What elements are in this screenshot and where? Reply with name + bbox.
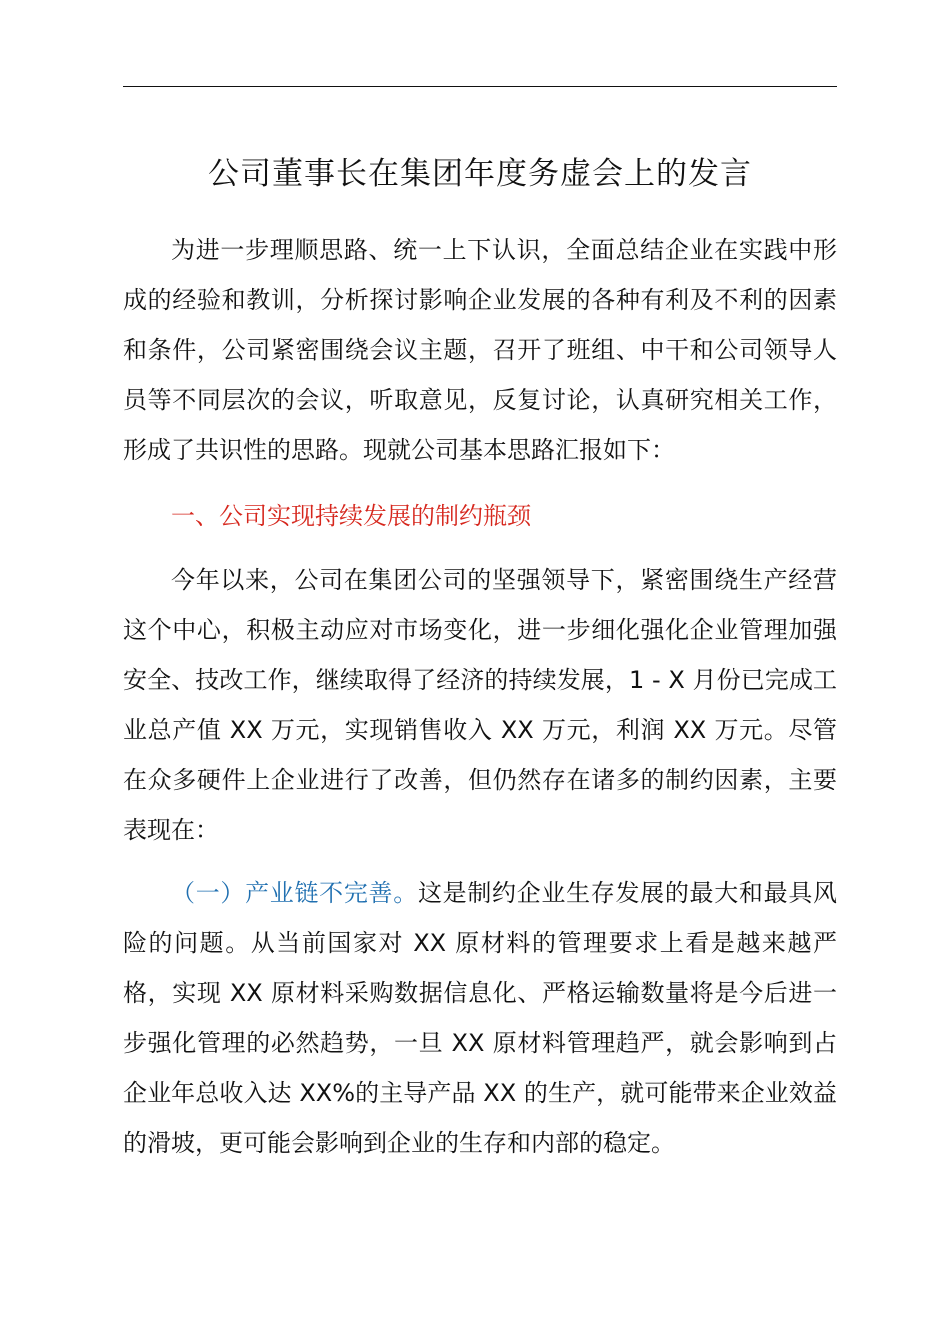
intro-paragraph: 为进一步理顺思路、统一上下认识，全面总结企业在实践中形成的经验和教训，分析探讨影响企业发展的各种有利及不利的因素和条件，公司紧密围绕会议主题，召开了班组、中干和公司领导人员等不同层次的会议，听取意见，反复讨论，认真研究相关工作，形成了共识性的思路。现就公司基本思路汇报如下： — [123, 236, 837, 464]
subsection-paragraph — [123, 868, 837, 1168]
header-rule — [123, 86, 837, 87]
subsection-text: 这是制约企业生存发展的最大和最具风险的问题。从当前国家对 XX 原材料的管理要求上看是越来越严格，实现 XX 原材料采购数据信息化、严格运输数量将是今后进一步强化管理的必然趋势，一旦 XX 原材料管理趋严，就会影响到占企业年总收入达 XX%的主导产品 XX 的生产，就可能带来企业效益的滑坡，更可能会影响到企业的生存和内部的稳定。 — [123, 879, 838, 1157]
document-title: 公司董事长在集团年度务虚会上的发言 — [208, 156, 752, 192]
section-paragraph: 今年以来，公司在集团公司的坚强领导下，紧密围绕生产经营这个中心，积极主动应对市场变化，进一步细化强化企业管理加强安全、技改工作，继续取得了经济的持续发展，1 - X 月份已完成工业总产值 XX 万元，实现销售收入 XX 万元，利润 XX 万元。尽管在众多硬件上企业进行了改善，但仍然存在诸多的制约因素，主要表现在： — [123, 566, 837, 844]
subsection-heading: （一）产业链不完善。 — [171, 879, 418, 907]
section-heading: 一、公司实现持续发展的制约瓶颈 — [171, 502, 531, 530]
